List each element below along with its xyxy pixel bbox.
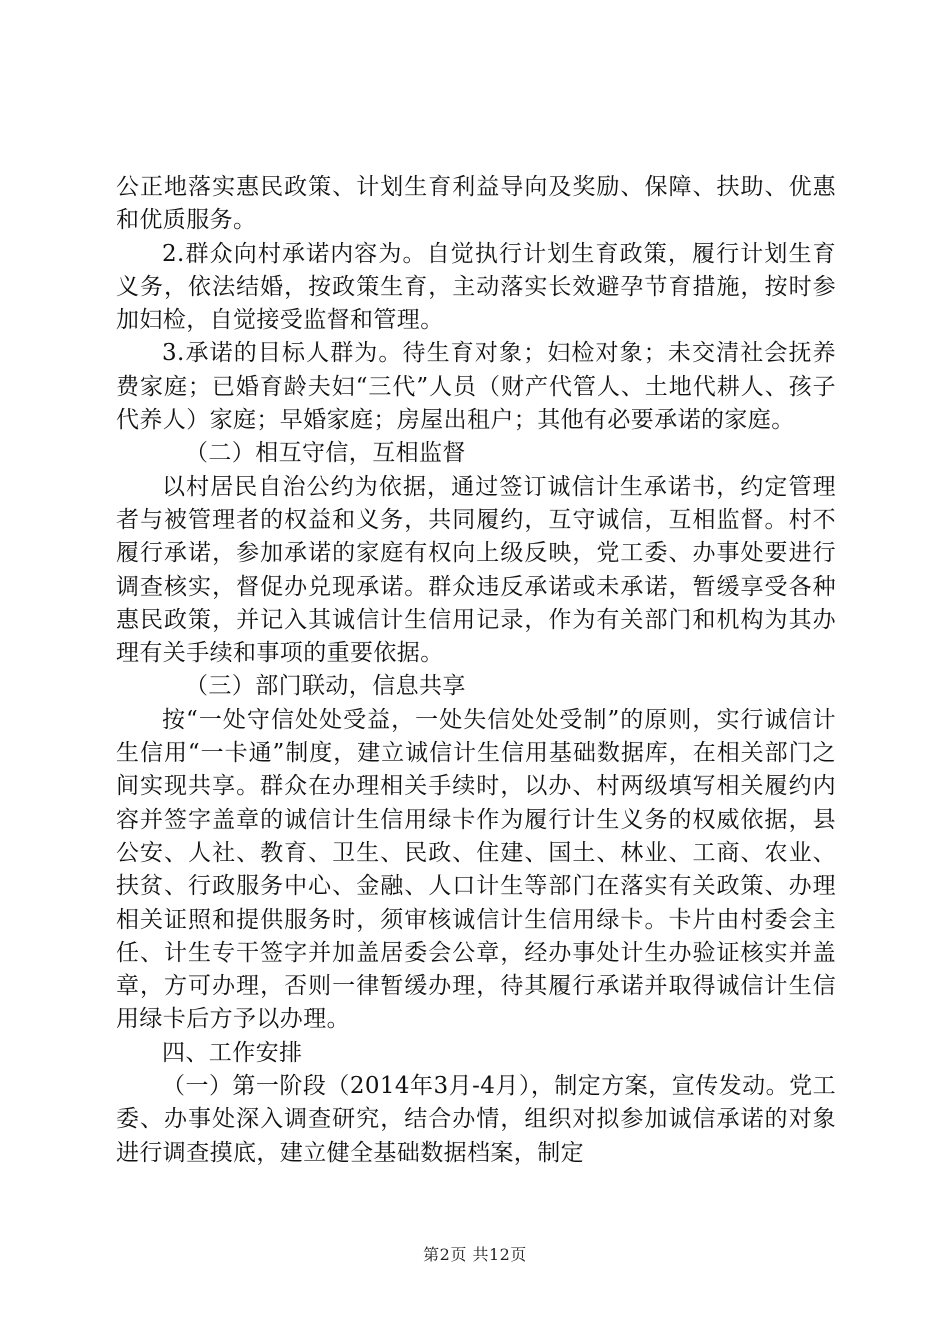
page-number-footer: 第2页 共12页 [423,1245,527,1264]
paragraph-phase-1: （一）第一阶段（2014年3月-4月），制定方案，宣传发动。党工委、办事处深入调查研究，结合办情，组织对拟参加诚信承诺的对象进行调查摸底，建立健全基础数据档案，制定 [116,1073,836,1166]
paragraph-item-3: 3.承诺的目标人群为。待生育对象；妇检对象；未交清社会抚养费家庭；已婚育龄夫妇“三代”人员（财产代管人、土地代耕人、孩子代养人）家庭；早婚家庭；房屋出租户；其他有必要承诺的家庭。 [116,340,836,434]
paragraph-continuation: 公正地落实惠民政策、计划生育利益导向及奖励、保障、扶助、优惠和优质服务。 [116,174,836,234]
paragraph-information-sharing: 按“一处守信处处受益，一处失信处处受制”的原则，实行诚信计生信用“一卡通”制度，建立诚信计生信用基础数据库，在相关部门之间实现共享。群众在办理相关手续时，以办、村两级填写相关履约内容并签字盖章的诚信计生信用绿卡作为履行计生义务的权威依据，县公安、人社、教育、卫生、民政、住建、国土、林业、工商、农业、扶贫、行政服务中心、金融、人口计生等部门在落实有关政策、办理相关证照和提供服务时，须审核诚信计生信用绿卡。卡片由村委会主任、计生专干签字并加盖居委会公章，经办事处计生办验证核实并盖章，方可办理，否则一律暂缓办理，待其履行承诺并取得诚信计生信用绿卡后方予以办理。 [116,706,836,1033]
section-heading-3: （三）部门联动，信息共享 [185,673,466,700]
section-heading-work-arrangement: 四、工作安排 [162,1039,303,1066]
paragraph-item-2: 2.群众向村承诺内容为。自觉执行计划生育政策，履行计划生育义务，依法结婚，按政策生育，主动落实长效避孕节育措施，按时参加妇检，自觉接受监督和管理。 [116,240,836,334]
section-heading-2: （二）相互守信，互相监督 [185,440,466,467]
document-body [116,171,836,1170]
paragraph-mutual-supervision: 以村居民自治公约为依据，通过签订诚信计生承诺书，约定管理者与被管理者的权益和义务，共同履约，互守诚信，互相监督。村不履行承诺，参加承诺的家庭有权向上级反映，党工委、办事处要进行调查核实，督促办兑现承诺。群众违反承诺或未承诺，暂缓享受各种惠民政策，并记入其诚信计生信用记录，作为有关部门和机构为其办理有关手续和事项的重要依据。 [116,473,836,667]
